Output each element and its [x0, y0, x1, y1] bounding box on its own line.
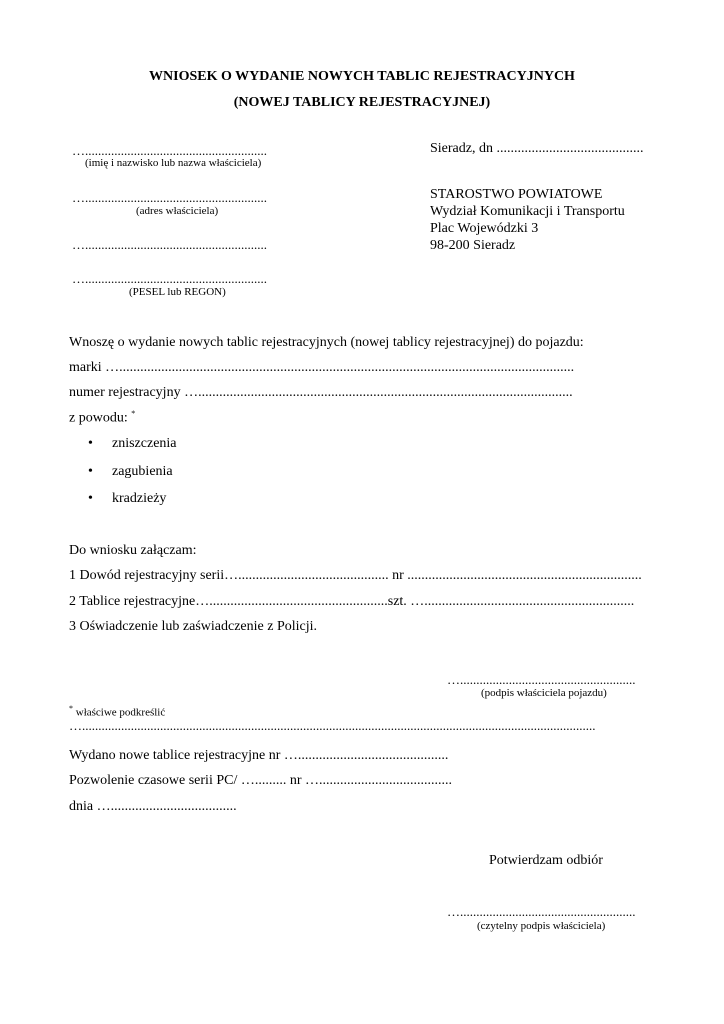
- footnote: [69, 704, 165, 719]
- reason-item-stolen[interactable]: [88, 491, 177, 519]
- pesel-regon-caption: (PESEL lub REGON): [129, 286, 226, 298]
- owner-address-field[interactable]: …........................................................: [72, 190, 267, 205]
- temporary-permit-field[interactable]: Pozwolenie czasowe serii PC/ …......... nr …......................................: [69, 773, 453, 788]
- reason-item-lost[interactable]: [88, 464, 177, 492]
- section-separator: …..............................................................................................................................................................: [69, 718, 596, 733]
- request-intro: Wnoszę o wydanie nowych tablic rejestracyjnych (nowej tablicy rejestracyjnej) do pojazdu:: [69, 335, 584, 350]
- attachments-heading: Do wniosku załączam:: [69, 543, 197, 558]
- reason-text: zagubienia: [112, 463, 173, 479]
- attachment-police-statement: 3 Oświadczenie lub zaświadczenie z Policji.: [69, 619, 318, 634]
- pesel-regon-field[interactable]: …........................................................: [72, 271, 267, 286]
- vehicle-make-field[interactable]: marki …..................................................................................................................................: [69, 360, 575, 375]
- reason-footnote-mark: *: [131, 409, 136, 418]
- owner-name-field[interactable]: …........................................................: [72, 143, 267, 158]
- owner-signature-caption: (podpis właściciela pojazdu): [481, 687, 607, 699]
- reason-text: kradzieży: [112, 491, 167, 506]
- bullet-icon: •: [88, 463, 93, 479]
- owner-address-field-2[interactable]: …........................................................: [72, 237, 267, 252]
- footnote-mark: *: [69, 704, 73, 713]
- recipient-street: Plac Wojewódzki 3: [430, 221, 539, 236]
- bullet-icon: •: [88, 436, 93, 451]
- receipt-signature-field[interactable]: …......................................................: [447, 904, 636, 919]
- reason-list: [88, 436, 177, 519]
- registration-number-field[interactable]: numer rejestracyjny …...........................................................................................................: [69, 385, 573, 400]
- recipient-office: STAROSTWO POWIATOWE: [430, 187, 603, 202]
- form-title-line2: (NOWEJ TABLICY REJESTRACYJNEJ): [233, 95, 491, 110]
- bullet-icon: •: [88, 491, 93, 506]
- reason-label: [69, 409, 135, 427]
- reason-item-destroyed[interactable]: [88, 436, 177, 464]
- footnote-text: właściwe podkreślić: [75, 706, 166, 719]
- issue-date-field[interactable]: dnia …....................................: [69, 799, 237, 814]
- receipt-signature-caption: (czytelny podpis właściciela): [477, 920, 606, 932]
- receipt-confirmation: Potwierdzam odbiór: [489, 853, 603, 868]
- issued-plates-field[interactable]: Wydano nowe tablice rejestracyjne nr …...........................................: [69, 748, 449, 763]
- form-title-line1: WNIOSEK O WYDANIE NOWYCH TABLIC REJESTRACYJNYCH: [149, 69, 575, 84]
- reason-label-text: z powodu:: [69, 410, 128, 426]
- owner-name-caption: (imię i nazwisko lub nazwa właściciela): [85, 157, 262, 169]
- recipient-city: 98-200 Sieradz: [430, 238, 516, 253]
- owner-address-caption: (adres właściciela): [136, 205, 219, 217]
- reason-text: zniszczenia: [112, 436, 177, 451]
- place-date-field[interactable]: Sieradz, dn ..........................................: [430, 141, 644, 156]
- attachment-registration-document[interactable]: 1 Dowód rejestracyjny serii…........................................... nr ...................................................................: [69, 568, 642, 583]
- owner-signature-field[interactable]: …......................................................: [447, 672, 636, 687]
- recipient-department: Wydział Komunikacji i Transportu: [430, 204, 625, 219]
- attachment-plates[interactable]: 2 Tablice rejestracyjne…...................................................szt. …............................................................: [69, 594, 635, 609]
